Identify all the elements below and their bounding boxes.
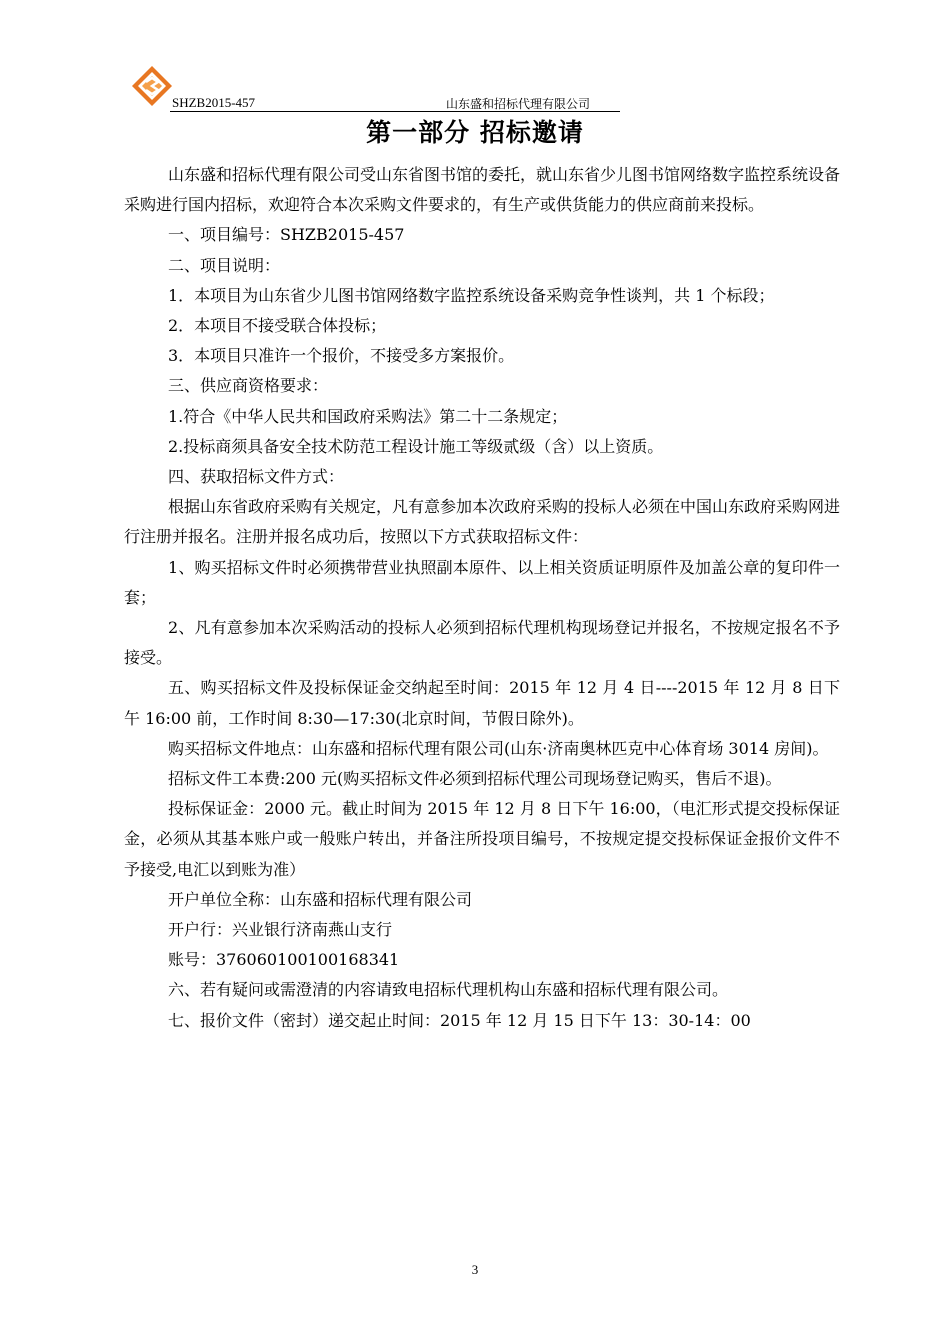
company-logo-icon: [130, 64, 174, 108]
obtain-item-1: 1、购买招标文件时必须携带营业执照副本原件、以上相关资质证明原件及加盖公章的复印件一套；: [124, 557, 840, 607]
section-heading-project-description: 二、项目说明：: [168, 255, 281, 275]
section-heading-qualifications: 三、供应商资格要求：: [168, 376, 329, 396]
account-number: 账号：376060100100168341: [168, 950, 400, 970]
page-number: 3: [471, 1262, 479, 1277]
page-title: 第一部分 招标邀请: [366, 118, 584, 147]
project-number: 一、项目编号：SHZB2015-457: [168, 225, 405, 245]
purchase-location: 购买招标文件地点：山东盛和招标代理有限公司(山东·济南奥林匹克中心体育场 3014 房间)。: [168, 738, 829, 758]
intro-paragraph: 山东盛和招标代理有限公司受山东省图书馆的委托，就山东省少儿图书馆网络数字监控系统设备采购进行国内招标，欢迎符合本次采购文件要求的，有生产或供货能力的供应商前来投标。: [124, 165, 841, 215]
section-submission-time: 七、报价文件（密封）递交起止时间：2015 年 12 月 15 日下午 13：30-14：00: [168, 1010, 751, 1030]
project-item-1: 1．本项目为山东省少儿图书馆网络数字监控系统设备采购竞争性谈判，共 1 个标段；: [168, 285, 775, 305]
bank-name: 开户行：兴业银行济南燕山支行: [168, 920, 393, 940]
account-holder: 开户单位全称：山东盛和招标代理有限公司: [168, 889, 473, 909]
project-item-3: 3．本项目只准许一个报价，不接受多方案报价。: [168, 346, 515, 366]
section-purchase-period: 五、购买招标文件及投标保证金交纳起至时间：2015 年 12 月 4 日----2015 年 12 月 8 日下午 16:00 前，工作时间 8:30—17:30(北京时间，节假日除外)。: [124, 678, 840, 728]
project-item-2: 2．本项目不接受联合体投标；: [168, 316, 387, 336]
qualification-item-1: 1.符合《中华人民共和国政府采购法》第二十二条规定；: [168, 406, 568, 426]
document-fee: 招标文件工本费:200 元(购买招标文件必须到招标代理公司现场登记购买，售后不退)。: [168, 769, 782, 789]
bid-deposit: 投标保证金：2000 元。截止时间为 2015 年 12 月 8 日下午 16:00，（电汇形式提交投标保证金，必须从其基本账户或一般账户转出，并备注所投项目编号，不按规定提交投标保证金报价文件不予接受,电汇以到账为准）: [124, 799, 840, 879]
obtain-item-2: 2、凡有意参加本次采购活动的投标人必须到招标代理机构现场登记并报名，不按规定报名不予接受。: [124, 618, 840, 668]
document-body: [124, 160, 840, 1036]
section-inquiries: 六、若有疑问或需澄清的内容请致电招标代理机构山东盛和招标代理有限公司。: [168, 980, 729, 1000]
registration-paragraph: 根据山东省政府采购有关规定，凡有意参加本次政府采购的投标人必须在中国山东政府采购网进行注册并报名。注册并报名成功后，按照以下方式获取招标文件：: [124, 497, 841, 547]
header-doc-number: SHZB2015-457: [172, 95, 256, 110]
header-divider: [170, 111, 620, 112]
qualification-item-2: 2.投标商须具备安全技术防范工程设计施工等级贰级（含）以上资质。: [168, 436, 664, 456]
section-heading-obtain-documents: 四、获取招标文件方式：: [168, 467, 345, 487]
header-company-name: 山东盛和招标代理有限公司: [446, 97, 591, 111]
